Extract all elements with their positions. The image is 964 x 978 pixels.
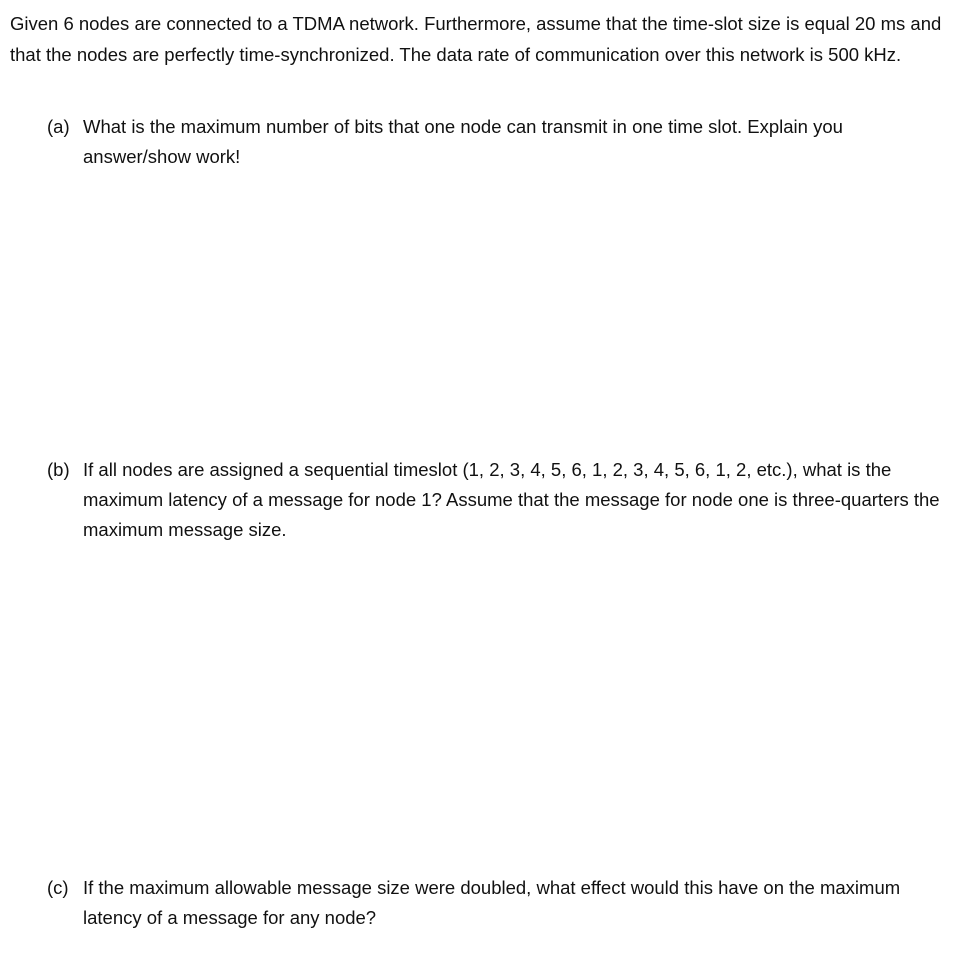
question-c-label: (c) [47,877,69,898]
question-b-label: (b) [47,459,70,480]
question-c [47,873,947,933]
problem-statement: Given 6 nodes are connected to a TDMA network. Furthermore, assume that the time-slot size is equal 20 ms and that the nodes are perfectly time-synchronized. The data rate of communication over this network is 500 kHz. [10,13,942,65]
question-b [47,455,947,545]
question-b-text: If all nodes are assigned a sequential timeslot (1, 2, 3, 4, 5, 6, 1, 2, 3, 4, 5, 6, 1, 2, etc.), what is the maximum latency of a message for node 1? Assume that the message for node one is three-quarters the maximum message size. [83,459,940,540]
question-a-label: (a) [47,116,70,137]
question-a [47,112,947,172]
question-a-text: What is the maximum number of bits that one node can transmit in one time slot. Explain you answer/show work! [83,116,843,167]
question-c-text: If the maximum allowable message size were doubled, what effect would this have on the maximum latency of a message for any node? [83,877,901,928]
